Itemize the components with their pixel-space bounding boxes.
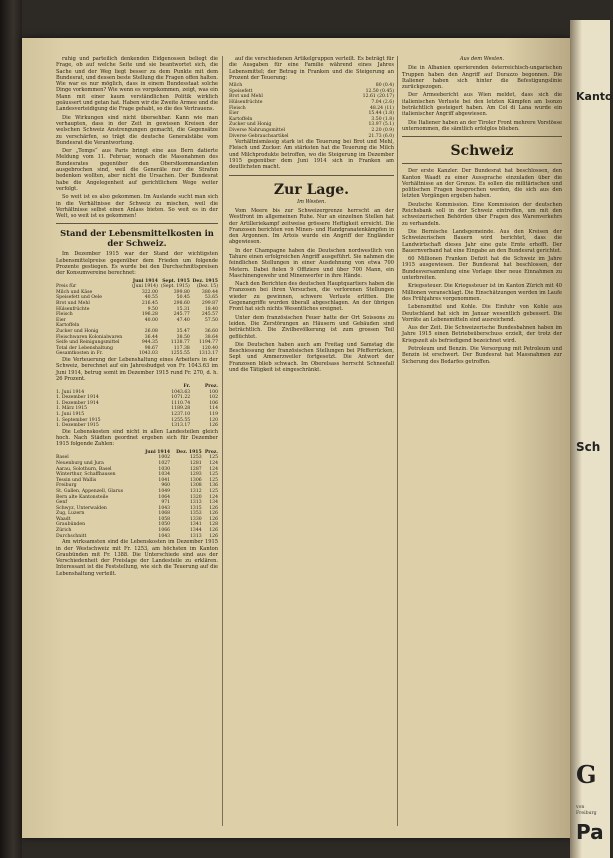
table-cell: 13.97 (5.1)	[368, 122, 394, 128]
table-cell: 128	[209, 522, 218, 528]
lage-paragraph: In der Champagne haben die Deutschen nordwestlich von Tahure einen erfolgreichen Angriff ausgeführt. Sie nahmen die feindlichen Stellungen in einer Ausdehnung von etwa 700 Metern. Dabei fielen 9 Offiziere und über 700 Mann, ein Maschinengewehr und Minenwerfer in ihre Hände.	[229, 247, 394, 279]
table-cell: 1. Juni 1914	[56, 389, 85, 395]
table-cell: 125	[209, 455, 218, 461]
table-cell: 1320	[189, 494, 202, 500]
table-cell: 1071.22	[171, 395, 191, 401]
table-cell: 1043.63	[171, 389, 191, 395]
table-cell: 57.50	[204, 317, 218, 323]
table-cell: 1194.77	[199, 340, 218, 346]
price-table	[56, 279, 218, 357]
table-cell: 26.08	[144, 328, 158, 334]
table-cell: 124	[209, 494, 218, 500]
goods-intro: auf die verschiedenen Artikelgruppen verteilt. Es beträgt für die Ausgaben für eine Familie während eines Jahres Lebensmittel; der Betrag in Franken und die Steigerung an Prozent der Teuerung:	[229, 56, 394, 81]
next-page-initial: G	[576, 760, 597, 789]
table-cell: 38.64	[204, 334, 218, 340]
newspaper-page	[22, 38, 570, 838]
section-divider	[229, 175, 394, 176]
table-cell: Preis für	[56, 284, 77, 290]
table-cell: Eier	[229, 111, 239, 117]
table-cell: Fleisch	[229, 105, 246, 111]
table-cell: 1. Dezember 1914	[56, 395, 99, 401]
table-cell: 1281	[189, 460, 202, 466]
table-cell: 1030	[158, 466, 171, 472]
table-cell: 1027	[158, 460, 171, 466]
table-cell: 1312	[189, 488, 202, 494]
table-cell: 380.44	[201, 289, 218, 295]
article-paragraph: So weit ist es also gekommen. Im Auslande sucht man sich in die Verhältnisse der Schweiz zu mischen, weil die Verhältnisse selbst einen Anlass bieten. So weit es in der Welt, so weit ist es gekommen!	[56, 194, 218, 220]
cost-text: Die Verteuerung der Lebenshaltung eines Arbeiters in der Schweiz, berechnet auf ein Jahresbudget von Fr. 1043.63 im Juni 1914, betrug somit im Dezember 1915 rund Fr. 270, d. h. 26 Prozent.	[56, 356, 218, 382]
table-cell: 1. März 1915	[56, 406, 88, 412]
cost-heading: Stand der Lebensmittelkosten in der Schweiz.	[60, 228, 214, 249]
table-cell: 1058	[158, 516, 171, 522]
table-cell: 1064	[158, 494, 171, 500]
table-cell: 15.31	[176, 306, 190, 312]
section-divider	[402, 163, 562, 164]
table-cell: 1043	[158, 505, 171, 511]
table-cell: 126	[209, 505, 218, 511]
table-cell: Tessin und Wallis	[56, 477, 97, 483]
table-cell: 1341	[189, 522, 202, 528]
table-cell: 1. Dezember 1914	[56, 400, 99, 406]
table-cell: 1313	[189, 500, 202, 506]
table-cell: 9.50	[147, 306, 158, 312]
table-cell: 50.45	[176, 295, 190, 301]
right-column	[402, 56, 562, 828]
table-cell: 36.44	[144, 334, 158, 340]
table-cell: 40.55	[144, 295, 158, 301]
schweiz-paragraph: Der erste Kanzler. Der Bundesrat hat beschlossen, den Kanton Waadt zu einer Aussprache einzuladen über die Verhältnisse an der Grenze. Es sollen die militärischen und politischen Fragen besprochen werden, die sich aus den letzten Vorgängen ergeben haben.	[402, 168, 562, 200]
table-header-cell: Dez. 1915	[192, 278, 218, 284]
table-cell: Milch und Käse	[56, 289, 93, 295]
table-cell: 1049	[158, 488, 171, 494]
table-cell: 38.50	[176, 334, 190, 340]
book-spine	[0, 0, 22, 858]
table-cell: Bern alte Kantonsteile	[56, 494, 109, 500]
table-cell: 1313.17	[199, 351, 218, 357]
table-cell: 125	[209, 488, 218, 494]
middle-column	[229, 56, 394, 828]
table-cell: 1043.03	[138, 351, 158, 357]
table-cell: Gesamtkosten in Fr.	[56, 351, 103, 357]
cost-intro: Im Dezember 1915 war der Stand der wichtigsten Lebensmittelpreise gegenüber dem Frieden um folgende Prozente gestiegen. Es wurde bei den Durchschnittspreisen der Konsumvereine berechnet:	[56, 251, 218, 277]
table-cell: 3.50 (1.8)	[371, 116, 394, 122]
table-cell: Graubünden	[56, 522, 86, 528]
goods-table	[229, 83, 394, 139]
city-table	[56, 450, 218, 540]
table-cell: 971	[161, 500, 171, 506]
lage-subheading: Im Westen.	[297, 198, 326, 205]
table-cell: Winterthur, Schaffhausen	[56, 472, 116, 478]
table-cell: 125	[209, 477, 218, 483]
table-cell: 1. September 1915	[56, 417, 101, 423]
table-cell: Aarau, Solothurn, Basel	[56, 466, 112, 472]
table-header-cell: Fr.	[183, 384, 191, 390]
table-cell: 47.40	[176, 317, 190, 323]
table-cell: Kartoffeln	[56, 323, 80, 329]
table-cell: Freiburg	[56, 483, 77, 489]
schweiz-paragraph: Kriegssteuer. Die Kriegssteuer ist im Kanton Zürich mit 40 Millionen veranschlagt. Die Einschätzungen werden im Laufe des Frühjahres vorgenommen.	[402, 283, 562, 302]
lage-paragraph: Vom Meere bis zur Schweizergrenze herrscht an der Westfront im allgemeinen Ruhe. Nur an einzelnen Stellen hat der Artilleriekampf zeitweise grössere Heftigkeit erreicht. Die Franzosen berichten von Minen- und Handgranatenkämpfen in den Argonnen. Im Artois wurde ein Angriff der Engländer abgewiesen.	[229, 207, 394, 246]
schweiz-paragraph: Die Bernische Landsgemeinde. Aus den Kreisen der Schweizerischen Bauern wird berichtet, dass die Landwirtschaft dieses Jahr eine gute Ernte erhofft. Der Bauernverband hat eine Eingabe an den Bundesrat gerichtet.	[402, 228, 562, 254]
city-intro: Die Lebenskosten sind nicht in allen Landesteilen gleich hoch. Nach Städten geordnet ergeben sich für Dezember 1915 folgende Zahlen:	[56, 428, 218, 448]
table-cell: 124	[209, 466, 218, 472]
table-cell: 1068	[158, 511, 171, 517]
table-cell: Zucker und Honig	[229, 122, 272, 128]
table-cell: Neuenburg und Jura	[56, 460, 104, 466]
article-paragraph: ruhig und parteilich denkenden Eidgenossen beliegt die Frage, ob auf welche Seite und sie beantwortet sich, die Sache und der Weg liegt besser zu dem Punkte mit dem Bundesrat, und dessen beste Stellung die Fragen offen halten. Wie war es nur möglich, dass in einem Bundesstaat solche Dinge vorkommen? Wie wenn es vorgekommen, zeigt, was ein Mann mit einer kaum verständlichen Politik wirklich geäussert und getan hat. Haben wir die Zweite Armee und die Landesverteidigung die Frage gehabt, so die des Vertrauens.	[56, 56, 218, 113]
table-cell: 1002	[158, 455, 171, 461]
table-cell: Basel	[56, 455, 69, 461]
table-cell: 7.04 (2.6)	[371, 99, 394, 105]
lage-paragraph: Unter dem französischen Feuer hatte der Ort Soissons zu leiden. Die Zerstörungen an Häusern und Gebäuden sind beträchtlich. Die Zivilbevölkerung ist zum grossen Teil geflüchtet.	[229, 314, 394, 340]
schweiz-paragraph: Lebensmittel und Kohle. Die Einfuhr von Kohle aus Deutschland hat sich im Januar wesentlich gebessert. Die Vorräte an Lebensmitteln sind ausreichend.	[402, 304, 562, 323]
table-cell: 1293	[189, 472, 202, 478]
table-cell: 245.57	[201, 312, 218, 318]
table-cell: 1287	[189, 466, 202, 472]
table-cell: 48.24 (11)	[369, 105, 394, 111]
table-cell: 124	[209, 460, 218, 466]
table-cell: Hülsenfrüchte	[229, 99, 263, 105]
article-paragraph: Die Wirkungen sind nicht übersehbar. Kann wie man verhaupten, dass in der Zeit in gewissen Kreisen der welschen Schweiz Anstrengungen gemacht, die Gegensätze zu verschärfen, so trägt die deutsche Generalstäbe vom Bundesrat die Verantwortung.	[56, 114, 218, 146]
table-cell: 98.67	[144, 345, 158, 351]
section-divider	[56, 223, 218, 224]
table-cell: Diverse Nahrungsmittel	[229, 127, 286, 133]
table-cell: 12.50 (0.45)	[365, 88, 394, 94]
table-cell: 1306	[189, 477, 202, 483]
table-cell: 1138.77	[170, 340, 190, 346]
table-header-cell: Juni 1914	[132, 278, 158, 284]
table-cell: 126	[209, 528, 218, 534]
table-cell: 1330	[189, 516, 202, 522]
table-cell: 216.45	[141, 300, 158, 306]
table-cell: 53.65	[204, 295, 218, 301]
schweiz-paragraph: Petroleum und Benzin. Die Versorgung mit Petroleum und Benzin ist erschwert. Der Bundesrat hat Massnahmen zur Sicherung des Bedarfes getroffen.	[402, 345, 562, 365]
table-cell: 1189.28	[171, 406, 191, 412]
column-rule	[397, 56, 398, 826]
table-cell: (Juni 1914)	[131, 284, 158, 290]
table-cell: 106	[209, 400, 218, 406]
table-cell: 36.60	[204, 328, 218, 334]
goods-text: Verhältnismässig stark ist die Teuerung bei Brot und Mehl, Fleisch und Zucker. Am stärksten hat die Teuerung die Milch und Milchprodukte betroffen, wo die Steigerung im Dezember 1915 gegenüber dem Juni 1914 sich in Franken am deutlichsten macht.	[229, 139, 394, 171]
table-cell: 100	[209, 389, 218, 395]
table-cell: 399.80	[173, 289, 190, 295]
table-cell: 960	[161, 483, 171, 489]
table-header-cell: Proz.	[204, 384, 218, 390]
table-cell: 126	[209, 511, 218, 517]
table-cell: 245.77	[173, 312, 190, 318]
table-cell: 120.40	[201, 345, 218, 351]
table-cell: 102	[209, 395, 218, 401]
closing-paragraph: Am wirksamsten sind die Lebenskosten im Dezember 1915 in der Westschweiz mit Fr. 1253, am höchsten im Kanton Graubünden mit Fr. 1388. Die Unterschiede sind aus der Verschiedenheit der Preislage der Landesteile zu erklären. Interessant ist die Feststellung, wie sich die Teuerung auf die Lebenshaltung verteilt.	[56, 539, 218, 577]
table-cell: 40.00	[144, 317, 158, 323]
table-cell: 12.61 (20.17)	[362, 94, 394, 100]
table-cell: Speisefett	[229, 88, 253, 94]
schweiz-paragraph: Aus der Zeit. Die Schweizerische Bundesbahnen haben im Jahre 1915 einen Betriebsüberschuss erzielt, der trotz der Kriegszeit als befriedigend bezeichnet wird.	[402, 325, 562, 344]
table-cell: 1. Dezember 1915	[56, 423, 99, 429]
next-page-text	[576, 120, 606, 400]
next-page-caption: von Freiburg	[576, 805, 597, 816]
table-cell: 117.38	[173, 345, 190, 351]
table-cell: Seife und Reinigungsmittel	[56, 340, 120, 346]
table-cell: Zug, Luzern	[56, 511, 85, 517]
table-cell: 15.44 (1.8)	[368, 111, 394, 117]
table-cell: Genf	[56, 500, 68, 506]
table-cell: Total der Lebenshaltung	[56, 345, 113, 351]
table-cell: 35.47	[176, 328, 190, 334]
table-cell: Hülsenfrüchte	[56, 306, 90, 312]
table-cell: 299.87	[201, 300, 218, 306]
table-cell: 1043	[158, 533, 171, 539]
table-cell: Schwyz, Unterwalden	[56, 505, 107, 511]
table-cell: 1050	[158, 522, 171, 528]
table-cell: 322.00	[141, 289, 158, 295]
table-cell: Eier	[56, 317, 66, 323]
lage-paragraph: Nach den Berichten des deutschen Hauptquartiers haben die Franzosen bei ihren Versuchen, die verlorenen Stellungen wieder zu gewinnen, schwere Verluste erlitten. Die Gegenangriffe wurden überall abgeschlagen. An der übrigen Front hat sich nichts Wesentliches ereignet.	[229, 281, 394, 313]
schweiz-paragraph: 60 Millionen Franken Defizit hat die Schweiz im Jahre 1915 ausgewiesen. Der Bundesrat hat beschlossen, der Bundesversammlung eine Vorlage über neue Einnahmen zu unterbreiten.	[402, 256, 562, 282]
table-cell: 1344	[189, 528, 202, 534]
table-cell: 1041	[158, 477, 171, 483]
table-cell: 1313.17	[171, 423, 191, 429]
table-cell: (Sept. 1915)	[160, 284, 190, 290]
table-cell: 1253	[189, 455, 202, 461]
table-cell: St. Gallen, Appenzell, Glarus	[56, 488, 124, 494]
table-cell: 1313	[189, 533, 202, 539]
table-cell: 1308	[189, 483, 202, 489]
table-cell: 2.20 (0.9)	[371, 127, 394, 133]
table-cell: 126	[209, 516, 218, 522]
table-cell: 1255.55	[170, 351, 190, 357]
schweiz-heading: Schweiz	[450, 143, 514, 160]
table-cell: 125	[209, 472, 218, 478]
table-cell: 1237.10	[171, 412, 191, 418]
column-rule	[222, 56, 223, 826]
schweiz-paragraph: Deutsche Kommission. Eine Kommission der deutschen Reichsbank soll in der Schweiz eintreffen, um mit den schweizerischen Behörden über Fragen des Warenverkehrs zu verhandeln.	[402, 201, 562, 227]
table-cell: 18.40	[204, 306, 218, 312]
table-cell: 1110.74	[171, 400, 191, 406]
index-table	[56, 384, 218, 429]
table-cell: 119	[209, 412, 218, 418]
table-cell: 80 (0.4)	[375, 83, 394, 89]
table-cell: 134	[209, 500, 218, 506]
table-cell: 298.60	[173, 300, 190, 306]
table-cell: 126	[209, 533, 218, 539]
next-page-title: Pa	[576, 820, 604, 844]
table-cell: 114	[209, 406, 218, 412]
table-cell: Diverse Gebrauchsartikel	[229, 133, 289, 139]
table-header-cell: Sept. 1915	[162, 278, 190, 284]
table-cell: Durchschnitt	[56, 533, 87, 539]
table-cell: 1. Juni 1915	[56, 412, 85, 418]
table-cell: Brot und Mehl	[56, 300, 90, 306]
table-cell: 126	[209, 423, 218, 429]
lage-paragraph: Die Deutschen haben auch am Freitag und Samstag die Beschiessung der französischen Stellungen bei Pfefferrücken, Sept und Ammerzweiler fortgesetzt. Die Antwort der Franzosen blieb schwach. Im Oberelsass herrscht Schneefall und die Tätigkeit ist eingeschränkt.	[229, 341, 394, 374]
table-cell: 196.28	[141, 312, 158, 318]
table-cell: Zucker und Honig	[56, 328, 99, 334]
table-cell: Fleischwaren Kolonialwaren	[56, 334, 123, 340]
table-cell: 21.73 (6.0)	[368, 133, 394, 139]
next-page-heading: Kanto	[576, 90, 613, 103]
table-cell: 120	[209, 417, 218, 423]
table-cell: 1255.55	[171, 417, 191, 423]
right-paragraph: Die Italiener haben an der Tiroler Front mehrere Vorstösse unternommen, die sämtlich erfolglos blieben.	[402, 119, 562, 132]
section-divider	[402, 136, 562, 137]
next-page-edge	[570, 20, 613, 858]
table-cell: Kartoffeln	[229, 116, 253, 122]
lage-heading: Zur Lage.	[273, 181, 350, 198]
right-paragraph: Der Armeebericht aus Wien meldet, dass sich die italienischen Verluste bei den letzten Kämpfen am Isonzo beträchtlich gesteigert haben. Am Col di Lana wurde ein italienischer Angriff abgewiesen.	[402, 92, 562, 118]
next-page-subheading: Sch	[576, 440, 601, 454]
table-cell: 1353	[189, 511, 202, 517]
table-cell: 136	[209, 483, 218, 489]
table-cell: 1315	[189, 505, 202, 511]
table-header-cell: Juni 1914	[145, 449, 171, 455]
right-top-heading: Aus dem Westen.	[459, 56, 505, 62]
table-cell: (Dez. 15)	[196, 284, 218, 290]
table-cell: Waadt	[56, 516, 71, 522]
table-cell: 1066	[158, 528, 171, 534]
table-header-cell: Dez. 1915	[176, 449, 202, 455]
table-cell: 1034	[158, 472, 171, 478]
table-cell: Zürich	[56, 528, 72, 534]
table-cell: Speisefett und Oele	[56, 295, 102, 301]
left-column	[56, 56, 218, 828]
table-cell: Brot und Mehl	[229, 94, 263, 100]
table-cell: Milch	[229, 83, 243, 89]
table-header-cell: Proz.	[204, 449, 218, 455]
table-cell: Fleisch	[56, 312, 73, 318]
table-cell: 944.35	[141, 340, 158, 346]
article-paragraph: Der „Temps“ aus Paris bringt eine aus Bern datierte Meldung vom 11. Februar, wonach die Massnahmen des Bundesrates gegenüber den Oberstkommandanten ausgebrochen sind, weil die Generäle nur die Strafen bedenken wollten, aber nicht die Ursachen. Der Bundesrat habe die Angelegenheit auf gerichtlichem Wege weiter verfolgt.	[56, 148, 218, 192]
right-paragraph: Die in Albanien operierenden österreichisch-ungarischen Truppen haben den Angriff auf Durazzo begonnen. Die Italiener haben sich hinter die Befestigungslinie zurückgezogen.	[402, 65, 562, 91]
